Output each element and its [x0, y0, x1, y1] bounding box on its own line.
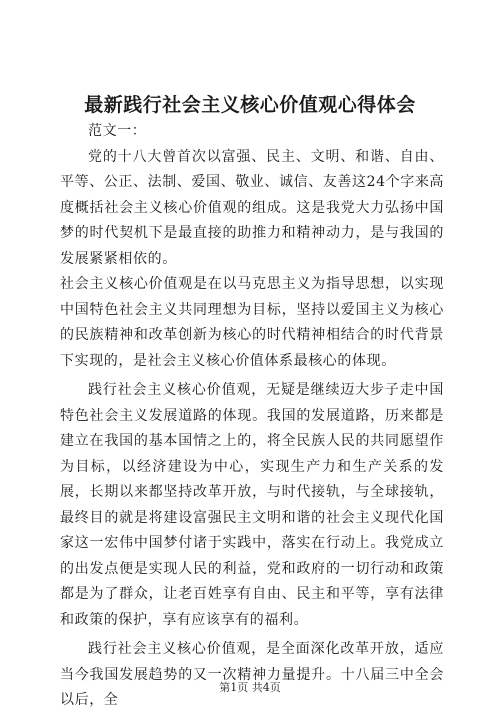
document-body: [60, 119, 444, 714]
paragraph-4: 践行社会主义核心价值观，是全面深化改革开放，适应当今我国发展趋势的又一次精神力量提升。十八届三中全会以后，全: [60, 641, 444, 708]
paragraph-2: 社会主义核心价值观是在以马克思主义为指导思想，以实现中国特色社会主义共同理想为目标，坚持以爱国主义为核心的民族精神和改革创新为核心的时代精神相结合的时代背景下实现的，是社会主义核心价值体系最核心的体现。: [60, 276, 444, 369]
page-footer: 第1页 共4页: [219, 681, 281, 694]
subheading: 范文一：: [88, 123, 147, 139]
document-title: 最新践行社会主义核心价值观心得体会: [84, 94, 416, 116]
paragraph-1: 党的十八大曾首次以富强、民主、文明、和谐、自由、平等、公正、法制、爱国、敬业、诚信、友善这24个字来高度概括社会主义核心价值观的组成。这是我党大力弘扬中国梦的时代契机下是最直接的助推力和精神动力，是与我国的发展紧紧相依的。: [60, 148, 445, 267]
paragraph-3: 践行社会主义核心价值观，无疑是继续迈大步子走中国特色社会主义发展道路的体现。我国的发展道路，历来都是建立在我国的基本国情之上的，将全民族人民的共同愿望作为目标，以经济建设为中心，实现生产力和生产关系的发展，长期以来都坚持改革开放，与时代接轨，与全球接轨，最终目的就是将建设富强民主文明和谐的社会主义现代化国家这一宏伟中国梦付诸于实践中，落实在行动上。我党成立的出发点便是实现人民的利益，党和政府的一切行动和政策都是为了群众，让老百姓享有自由、民主和平等，享有法律和政策的保护，享有应该享有的福利。: [60, 382, 444, 628]
